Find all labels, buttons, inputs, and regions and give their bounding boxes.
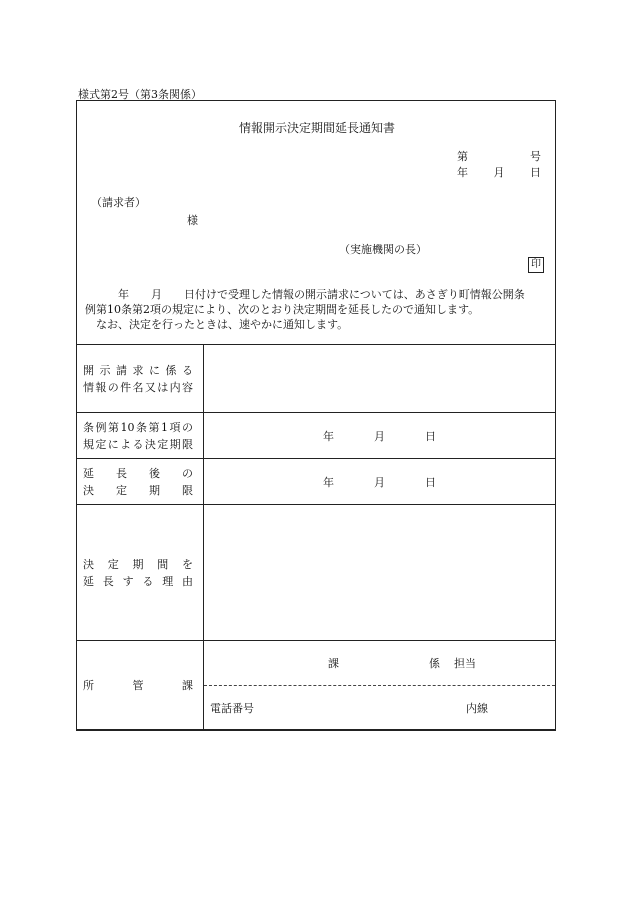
reason-label-line-2: 延長する理由 xyxy=(83,574,193,588)
department-kakari: 係 xyxy=(429,657,440,670)
extended-deadline-value[interactable] xyxy=(204,459,556,505)
body-line-1: 年 月 日付けで受理した情報の開示請求については、あさぎり町情報公開条 xyxy=(85,288,525,301)
body-line-3: なお、決定を行ったときは、速やかに通知します。 xyxy=(85,318,349,331)
document-date xyxy=(457,164,541,180)
row-department xyxy=(77,641,556,731)
extended-deadline-month: 月 xyxy=(374,475,385,489)
honorific-sama: 様 xyxy=(187,214,198,227)
details-table xyxy=(76,344,556,731)
row-original-deadline xyxy=(77,413,556,459)
seal-icon: 印 xyxy=(528,257,544,273)
department-naisen: 内線 xyxy=(466,702,488,715)
extended-deadline-year: 年 xyxy=(323,475,334,489)
row-extended-deadline xyxy=(77,459,556,505)
form-label: 様式第2号（第3条関係） xyxy=(78,88,202,101)
extended-deadline-day: 日 xyxy=(425,475,436,489)
original-deadline-day: 日 xyxy=(425,429,436,443)
department-ka: 課 xyxy=(328,657,339,670)
reason-label-line-1: 決定期間を xyxy=(83,557,193,571)
document-title: 情報開示決定期間延長通知書 xyxy=(238,121,395,135)
extended-deadline-label-line-1: 延長後の xyxy=(83,466,193,480)
subject-label-line-2: 情報の件名又は内容 xyxy=(83,380,193,394)
department-tanto: 担当 xyxy=(454,657,476,670)
original-deadline-month: 月 xyxy=(374,429,385,443)
notice-form xyxy=(76,100,556,730)
original-deadline-label xyxy=(77,413,204,459)
department-label-text: 所管課 xyxy=(83,679,193,692)
date-year: 年 xyxy=(457,166,468,179)
department-tel: 電話番号 xyxy=(210,702,254,715)
original-deadline-year: 年 xyxy=(323,429,334,443)
subject-value[interactable] xyxy=(204,345,556,413)
department-contact-line xyxy=(204,686,555,730)
number-prefix: 第 xyxy=(457,150,468,163)
number-suffix: 号 xyxy=(530,150,541,163)
notice-body xyxy=(85,287,553,332)
extended-deadline-label-line-2: 決定期限 xyxy=(83,483,193,497)
subject-label xyxy=(77,345,204,413)
agency-head-label: （実施機関の長） xyxy=(339,243,427,256)
date-month: 月 xyxy=(493,166,505,179)
original-deadline-label-line-2: 規定による決定期限 xyxy=(83,437,193,451)
extended-deadline-label xyxy=(77,459,204,505)
row-reason xyxy=(77,505,556,641)
row-subject xyxy=(77,345,556,413)
reason-value[interactable] xyxy=(204,505,556,641)
department-value[interactable] xyxy=(204,641,556,731)
subject-label-line-1: 開示請求に係る xyxy=(83,363,193,377)
original-deadline-label-line-1: 条例第10条第1項の xyxy=(83,420,193,434)
requester-label: （請求者） xyxy=(91,196,146,209)
body-line-2: 例第10条第2項の規定により、次のとおり決定期間を延長したので通知します。 xyxy=(85,303,480,316)
department-label xyxy=(77,641,204,731)
date-day: 日 xyxy=(530,166,541,179)
original-deadline-value[interactable] xyxy=(204,413,556,459)
department-section-line xyxy=(204,641,555,686)
reason-label xyxy=(77,505,204,641)
document-number xyxy=(457,148,541,164)
